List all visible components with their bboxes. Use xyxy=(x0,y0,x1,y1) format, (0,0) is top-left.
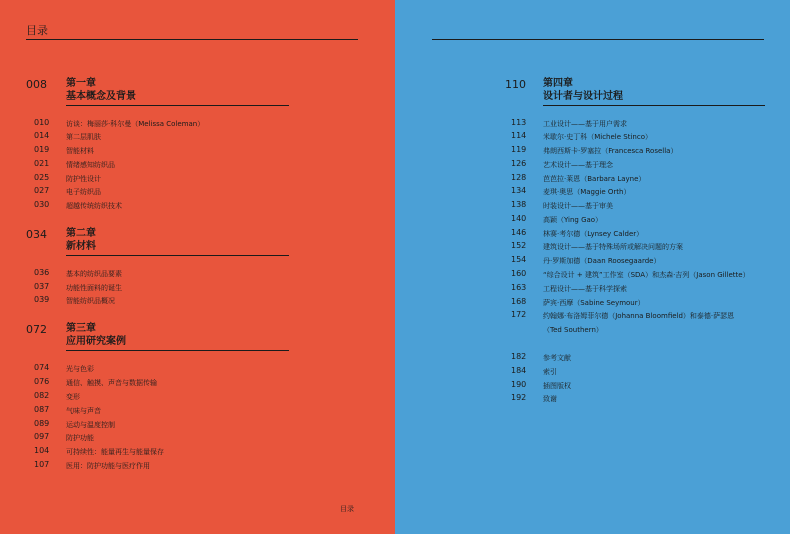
entry-title: 防护性设计 xyxy=(66,175,101,183)
chapter-page-number: 008 xyxy=(26,78,47,91)
entry-title: 变形 xyxy=(66,393,80,401)
entry-page: 089 xyxy=(34,419,50,428)
entry-title: 艺术设计——基于理念 xyxy=(543,161,613,169)
chapter-page-number: 072 xyxy=(26,323,47,336)
chapter-page-number: 034 xyxy=(26,228,47,241)
entry-page: 019 xyxy=(34,145,50,154)
entry-page: 076 xyxy=(34,377,50,386)
entry-page: 160 xyxy=(511,269,527,278)
entry-page: 087 xyxy=(34,405,50,414)
entry-title: 医用：防护功能与医疗作用 xyxy=(66,462,150,470)
entry-page: 113 xyxy=(511,118,527,127)
entry-title: 情绪感知纺织品 xyxy=(66,161,115,169)
entry-title: （Ted Southern） xyxy=(543,326,603,334)
entry-page: 128 xyxy=(511,173,527,182)
entry-page: 172 xyxy=(511,310,527,319)
chapter-page-number: 110 xyxy=(505,78,526,91)
entry-page: 134 xyxy=(511,186,527,195)
entry-title: 第二层肌肤 xyxy=(66,133,101,141)
entry-page: 030 xyxy=(34,200,50,209)
chapter-rule xyxy=(66,255,289,256)
entry-title: 萨宾·西摩（Sabine Seymour） xyxy=(543,299,645,307)
entry-title: 功能性面料的诞生 xyxy=(66,284,122,292)
entry-title: 麦琪·奥思（Maggie Orth） xyxy=(543,188,631,196)
entry-title: 工业设计——基于用户需求 xyxy=(543,120,627,128)
entry-title: 智能纺织品概况 xyxy=(66,297,115,305)
entry-title: 约翰娜·布洛姆菲尔德（Johanna Bloomfield）和泰德·萨瑟恩 xyxy=(543,312,735,320)
entry-title: 米歇尔·史丁科（Michele Stinco） xyxy=(543,133,652,141)
entry-title: 超越传统纺织技术 xyxy=(66,202,122,210)
entry-page: 154 xyxy=(511,255,527,264)
entry-title: 弗朗西斯卡·罗塞拉（Francesca Rosella） xyxy=(543,147,678,155)
chapter-rule xyxy=(66,105,289,106)
entry-title: 芭芭拉·莱恩（Barbara Layne） xyxy=(543,175,646,183)
entry-page: 107 xyxy=(34,460,50,469)
entry-title: 索引 xyxy=(543,368,557,376)
chapter-title: 应用研究案例 xyxy=(66,336,126,347)
header-rule xyxy=(26,39,358,40)
entry-title: 时装设计——基于审美 xyxy=(543,202,613,210)
entry-page: 146 xyxy=(511,228,527,237)
entry-page: 104 xyxy=(34,446,50,455)
chapter-title: 新材料 xyxy=(66,241,96,252)
entry-title: “综合设计 + 建筑”工作室（SDA）和杰森·吉列（Jason Gillette） xyxy=(543,271,750,279)
entry-title: 参考文献 xyxy=(543,354,571,362)
chapter-title: 设计者与设计过程 xyxy=(543,91,623,102)
entry-page: 037 xyxy=(34,282,50,291)
entry-page: 010 xyxy=(34,118,50,127)
entry-page: 182 xyxy=(511,352,527,361)
entry-title: 气味与声音 xyxy=(66,407,101,415)
entry-page: 138 xyxy=(511,200,527,209)
entry-page: 140 xyxy=(511,214,527,223)
entry-page: 039 xyxy=(34,295,50,304)
chapter-label: 第二章 xyxy=(66,228,96,239)
entry-page: 190 xyxy=(511,380,527,389)
right-page xyxy=(395,0,790,534)
chapter-title: 基本概念及背景 xyxy=(66,91,136,102)
entry-page: 074 xyxy=(34,363,50,372)
chapter-label: 第一章 xyxy=(66,78,96,89)
entry-title: 可持续性：能量再生与能量保存 xyxy=(66,448,164,456)
entry-page: 126 xyxy=(511,159,527,168)
entry-page: 114 xyxy=(511,131,527,140)
entry-page: 163 xyxy=(511,283,527,292)
entry-title: 致谢 xyxy=(543,395,557,403)
header-rule xyxy=(432,39,764,40)
chapter-label: 第三章 xyxy=(66,323,96,334)
entry-title: 防护功能 xyxy=(66,434,94,442)
entry-title: 建筑设计——基于特殊场所或解决问题的方案 xyxy=(543,243,683,251)
entry-page: 027 xyxy=(34,186,50,195)
running-footer: 目录 xyxy=(340,505,354,513)
entry-title: 插图版权 xyxy=(543,382,571,390)
entry-title: 智能材料 xyxy=(66,147,94,155)
entry-page: 184 xyxy=(511,366,527,375)
entry-page: 119 xyxy=(511,145,527,154)
entry-page: 152 xyxy=(511,241,527,250)
entry-title: 林赛·考尔德（Lynsey Calder） xyxy=(543,230,644,238)
entry-title: 运动与温度控制 xyxy=(66,421,115,429)
chapter-rule xyxy=(66,350,289,351)
chapter-rule xyxy=(543,105,765,106)
entry-page: 192 xyxy=(511,393,527,402)
entry-title: 光与色彩 xyxy=(66,365,94,373)
entry-title: 访谈：梅丽莎·科尔曼（Melissa Coleman） xyxy=(66,120,205,128)
entry-title: 通信、触摸、声音与数据传输 xyxy=(66,379,157,387)
entry-page: 014 xyxy=(34,131,50,140)
page-title: 目录 xyxy=(26,24,48,37)
entry-title: 电子纺织品 xyxy=(66,188,101,196)
entry-title: 高颖（Ying Gao） xyxy=(543,216,603,224)
entry-page: 097 xyxy=(34,432,50,441)
chapter-label: 第四章 xyxy=(543,78,573,89)
entry-title: 丹·罗斯加德（Daan Roosegaarde） xyxy=(543,257,661,265)
entry-page: 025 xyxy=(34,173,50,182)
entry-page: 082 xyxy=(34,391,50,400)
entry-page: 036 xyxy=(34,268,50,277)
entry-title: 工程设计——基于科学探索 xyxy=(543,285,627,293)
entry-title: 基本的纺织品要素 xyxy=(66,270,122,278)
entry-page: 021 xyxy=(34,159,50,168)
entry-page: 168 xyxy=(511,297,527,306)
